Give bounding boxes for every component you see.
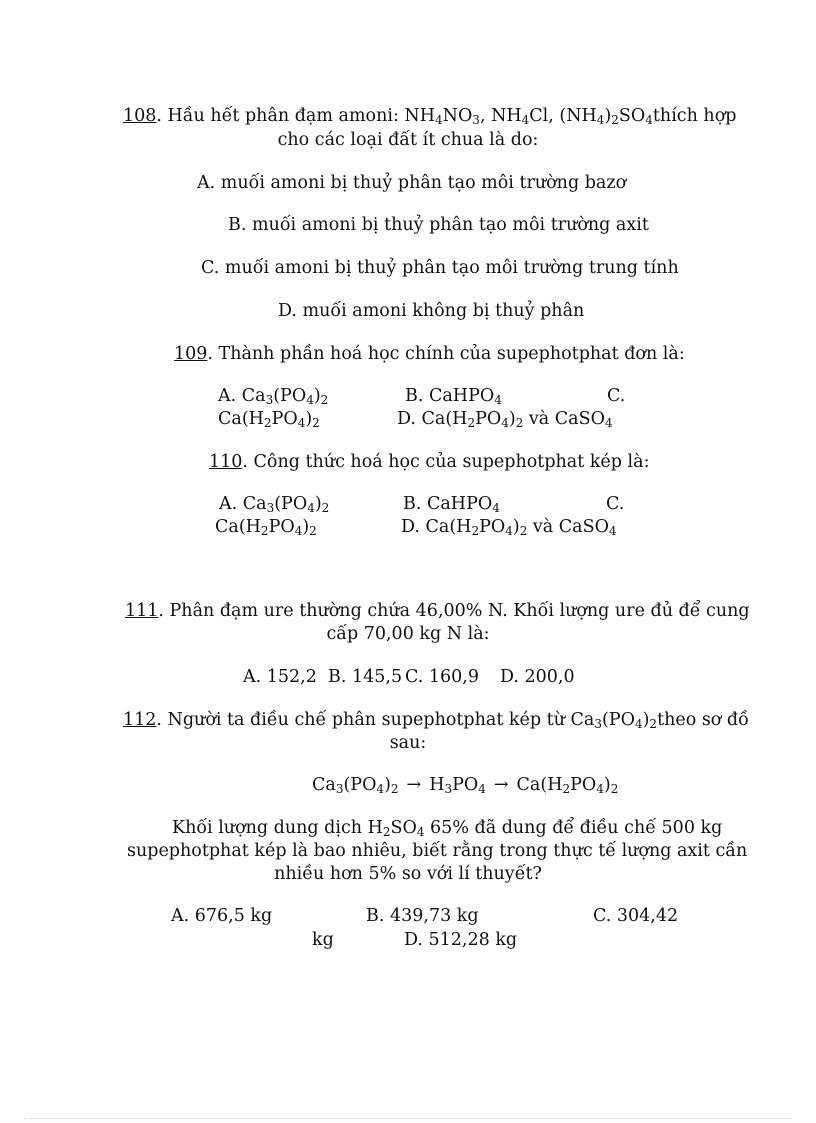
q112-option-b: B. 439,73 kg: [366, 906, 479, 926]
page-bottom-divider: [24, 1118, 792, 1119]
q112-number: 112: [123, 710, 157, 730]
q109-option-c-label: C.: [607, 386, 626, 406]
arrow-icon: →: [406, 775, 422, 795]
q108-option-a: A. muối amoni bị thuỷ phân tạo môi trường bazơ: [197, 173, 627, 193]
arrow-icon: →: [493, 775, 509, 795]
q109-option-c: $Ca(H_2PO_4)_2$: [218, 409, 320, 430]
q111-option-c: C. 160,9: [405, 667, 479, 687]
q112-line1: 112. Người ta điều chế phân supephotphat kép từ $Ca_3(PO_4)_2theo$ sơ đồ: [123, 710, 749, 731]
q111-option-b: B. 145,5: [328, 667, 403, 687]
q112-option-a: A. 676,5 kg: [171, 906, 273, 926]
q108-option-c: C. muối amoni bị thuỷ phân tạo môi trường trung tính: [201, 258, 679, 278]
q110-option-c: $Ca(H_2PO_4)_2$: [215, 517, 317, 538]
q112-option-c-unit: kg: [312, 930, 334, 950]
q112-para-line3: nhiều hơn 5% so với lí thuyết?: [274, 864, 542, 884]
q108-option-d: D. muối amoni không bị thuỷ phân: [278, 301, 585, 321]
q112-para-line2: supephotphat kép là bao nhiêu, biết rằng trong thực tế lượng axit cần: [127, 841, 748, 861]
q111-number: 111: [125, 601, 159, 621]
q110-option-a: A. $Ca_3(PO_4)_2$: [219, 494, 330, 515]
q108-line1: 108. Hầu hết phân đạm amoni: $NH_4NO_3$, $NH_4Cl$, $(NH_4)_2SO_4thích$ hợp: [123, 106, 737, 127]
q110-question: 110. Công thức hoá học của supephotphat kép là:: [209, 452, 650, 472]
q109-option-b: B. CaHPO$_4$: [405, 386, 502, 407]
q110-option-c-label: C.: [606, 494, 625, 514]
q109-option-d: D. $Ca(H_2PO_4)_2$ và CaSO$_4$: [397, 409, 613, 430]
q108-option-b: B. muối amoni bị thuỷ phân tạo môi trường axit: [228, 215, 649, 235]
q112-line2: sau:: [389, 733, 427, 753]
q108-number: 108: [123, 106, 157, 126]
q112-reaction-scheme: $Ca_3(PO_4)_2 \to H_3PO_4 \to Ca(H_2PO_4)_2$: [312, 775, 619, 796]
q110-option-b: B. CaHPO$_4$: [403, 494, 500, 515]
q109-question: 109. Thành phần hoá học chính của supephotphat đơn là:: [174, 344, 685, 364]
q111-option-d: D. 200,0: [500, 667, 575, 687]
q112-option-c: C. 304,42: [593, 906, 679, 926]
q110-number: 110: [209, 452, 243, 472]
q111-line1: 111. Phân đạm ure thường chứa 46,00% N. Khối lượng ure đủ để cung: [125, 601, 750, 621]
q111-line2: cấp 70,00 kg N là:: [326, 624, 490, 644]
q111-option-a: A. 152,2: [243, 667, 317, 687]
q109-option-a: A. $Ca_3(PO_4)_2$: [218, 386, 329, 407]
q110-option-d: D. $Ca(H_2PO_4)_2$ và CaSO$_4$: [401, 517, 617, 538]
q112-option-d: D. 512,28 kg: [404, 930, 518, 950]
q112-para-line1: Khối lượng dung dịch $H_2SO_4$ 65% đã dung để điều chế 500 kg: [172, 818, 723, 839]
q108-line2: cho các loại đất ít chua là do:: [277, 130, 539, 150]
q109-number: 109: [174, 344, 208, 364]
